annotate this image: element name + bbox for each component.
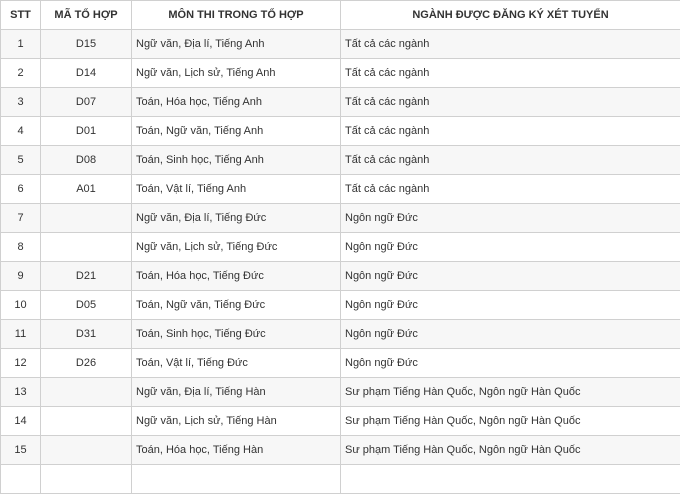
cell-majors: Sư phạm Tiếng Hàn Quốc, Ngôn ngữ Hàn Quốc <box>341 436 680 465</box>
header-row <box>1 1 680 30</box>
cell-code: D31 <box>41 320 132 349</box>
table-row <box>1 436 680 465</box>
cell-majors: Ngôn ngữ Đức <box>341 349 680 378</box>
cell-stt: 8 <box>1 233 41 262</box>
cell-subjects: Toán, Hóa học, Tiếng Đức <box>132 262 341 291</box>
cell-code: A01 <box>41 175 132 204</box>
table-body <box>1 30 680 494</box>
table-row <box>1 262 680 291</box>
cell-majors: Ngôn ngữ Đức <box>341 262 680 291</box>
cell-code <box>41 378 132 407</box>
header-code: MÃ TỔ HỢP <box>41 1 132 30</box>
table-row <box>1 117 680 146</box>
cell-stt: 10 <box>1 291 41 320</box>
cell-majors: Ngôn ngữ Đức <box>341 233 680 262</box>
cell-stt: 11 <box>1 320 41 349</box>
cell-code: D05 <box>41 291 132 320</box>
table-row <box>1 30 680 59</box>
cell-subjects: Toán, Hóa học, Tiếng Hàn <box>132 436 341 465</box>
cell-subjects: Ngữ văn, Địa lí, Tiếng Đức <box>132 204 341 233</box>
cell-majors <box>341 465 680 494</box>
table-row <box>1 349 680 378</box>
cell-stt: 6 <box>1 175 41 204</box>
table-row <box>1 175 680 204</box>
cell-majors: Tất cả các ngành <box>341 59 680 88</box>
cell-code: D07 <box>41 88 132 117</box>
cell-subjects: Toán, Vật lí, Tiếng Anh <box>132 175 341 204</box>
cell-majors: Sư phạm Tiếng Hàn Quốc, Ngôn ngữ Hàn Quốc <box>341 407 680 436</box>
cell-subjects <box>132 465 341 494</box>
cell-subjects: Ngữ văn, Lịch sử, Tiếng Anh <box>132 59 341 88</box>
header-subjects: MÔN THI TRONG TỔ HỢP <box>132 1 341 30</box>
cell-code: D15 <box>41 30 132 59</box>
cell-majors: Tất cả các ngành <box>341 117 680 146</box>
cell-code: D21 <box>41 262 132 291</box>
cell-stt: 1 <box>1 30 41 59</box>
cell-code <box>41 204 132 233</box>
cell-stt: 13 <box>1 378 41 407</box>
cell-majors: Tất cả các ngành <box>341 88 680 117</box>
cell-subjects: Toán, Ngữ văn, Tiếng Anh <box>132 117 341 146</box>
table-row <box>1 378 680 407</box>
cell-stt: 7 <box>1 204 41 233</box>
cell-code <box>41 436 132 465</box>
cell-subjects: Toán, Sinh học, Tiếng Anh <box>132 146 341 175</box>
cell-subjects: Ngữ văn, Địa lí, Tiếng Anh <box>132 30 341 59</box>
cell-majors: Tất cả các ngành <box>341 146 680 175</box>
table-row <box>1 204 680 233</box>
header-majors: NGÀNH ĐƯỢC ĐĂNG KÝ XÉT TUYỂN <box>341 1 680 30</box>
cell-stt: 15 <box>1 436 41 465</box>
cell-stt: 12 <box>1 349 41 378</box>
cell-stt: 4 <box>1 117 41 146</box>
cell-code <box>41 407 132 436</box>
cell-majors: Ngôn ngữ Đức <box>341 320 680 349</box>
table-row <box>1 146 680 175</box>
cell-stt: 3 <box>1 88 41 117</box>
cell-majors: Sư phạm Tiếng Hàn Quốc, Ngôn ngữ Hàn Quốc <box>341 378 680 407</box>
header-stt: STT <box>1 1 41 30</box>
cell-stt: 9 <box>1 262 41 291</box>
table-row <box>1 407 680 436</box>
cell-subjects: Toán, Ngữ văn, Tiếng Đức <box>132 291 341 320</box>
cell-subjects: Ngữ văn, Địa lí, Tiếng Hàn <box>132 378 341 407</box>
table-row <box>1 465 680 494</box>
cell-majors: Ngôn ngữ Đức <box>341 291 680 320</box>
cell-code: D26 <box>41 349 132 378</box>
cell-code: D08 <box>41 146 132 175</box>
table-row <box>1 233 680 262</box>
cell-subjects: Toán, Hóa học, Tiếng Anh <box>132 88 341 117</box>
cell-subjects: Toán, Sinh học, Tiếng Đức <box>132 320 341 349</box>
cell-subjects: Ngữ văn, Lịch sử, Tiếng Hàn <box>132 407 341 436</box>
cell-code <box>41 233 132 262</box>
cell-stt: 14 <box>1 407 41 436</box>
cell-majors: Ngôn ngữ Đức <box>341 204 680 233</box>
table-row <box>1 291 680 320</box>
cell-subjects: Toán, Vật lí, Tiếng Đức <box>132 349 341 378</box>
cell-majors: Tất cả các ngành <box>341 30 680 59</box>
cell-stt <box>1 465 41 494</box>
cell-code: D14 <box>41 59 132 88</box>
cell-subjects: Ngữ văn, Lịch sử, Tiếng Đức <box>132 233 341 262</box>
cell-stt: 2 <box>1 59 41 88</box>
table-row <box>1 88 680 117</box>
table-row <box>1 320 680 349</box>
cell-code: D01 <box>41 117 132 146</box>
table-row <box>1 59 680 88</box>
cell-majors: Tất cả các ngành <box>341 175 680 204</box>
cell-code <box>41 465 132 494</box>
cell-stt: 5 <box>1 146 41 175</box>
